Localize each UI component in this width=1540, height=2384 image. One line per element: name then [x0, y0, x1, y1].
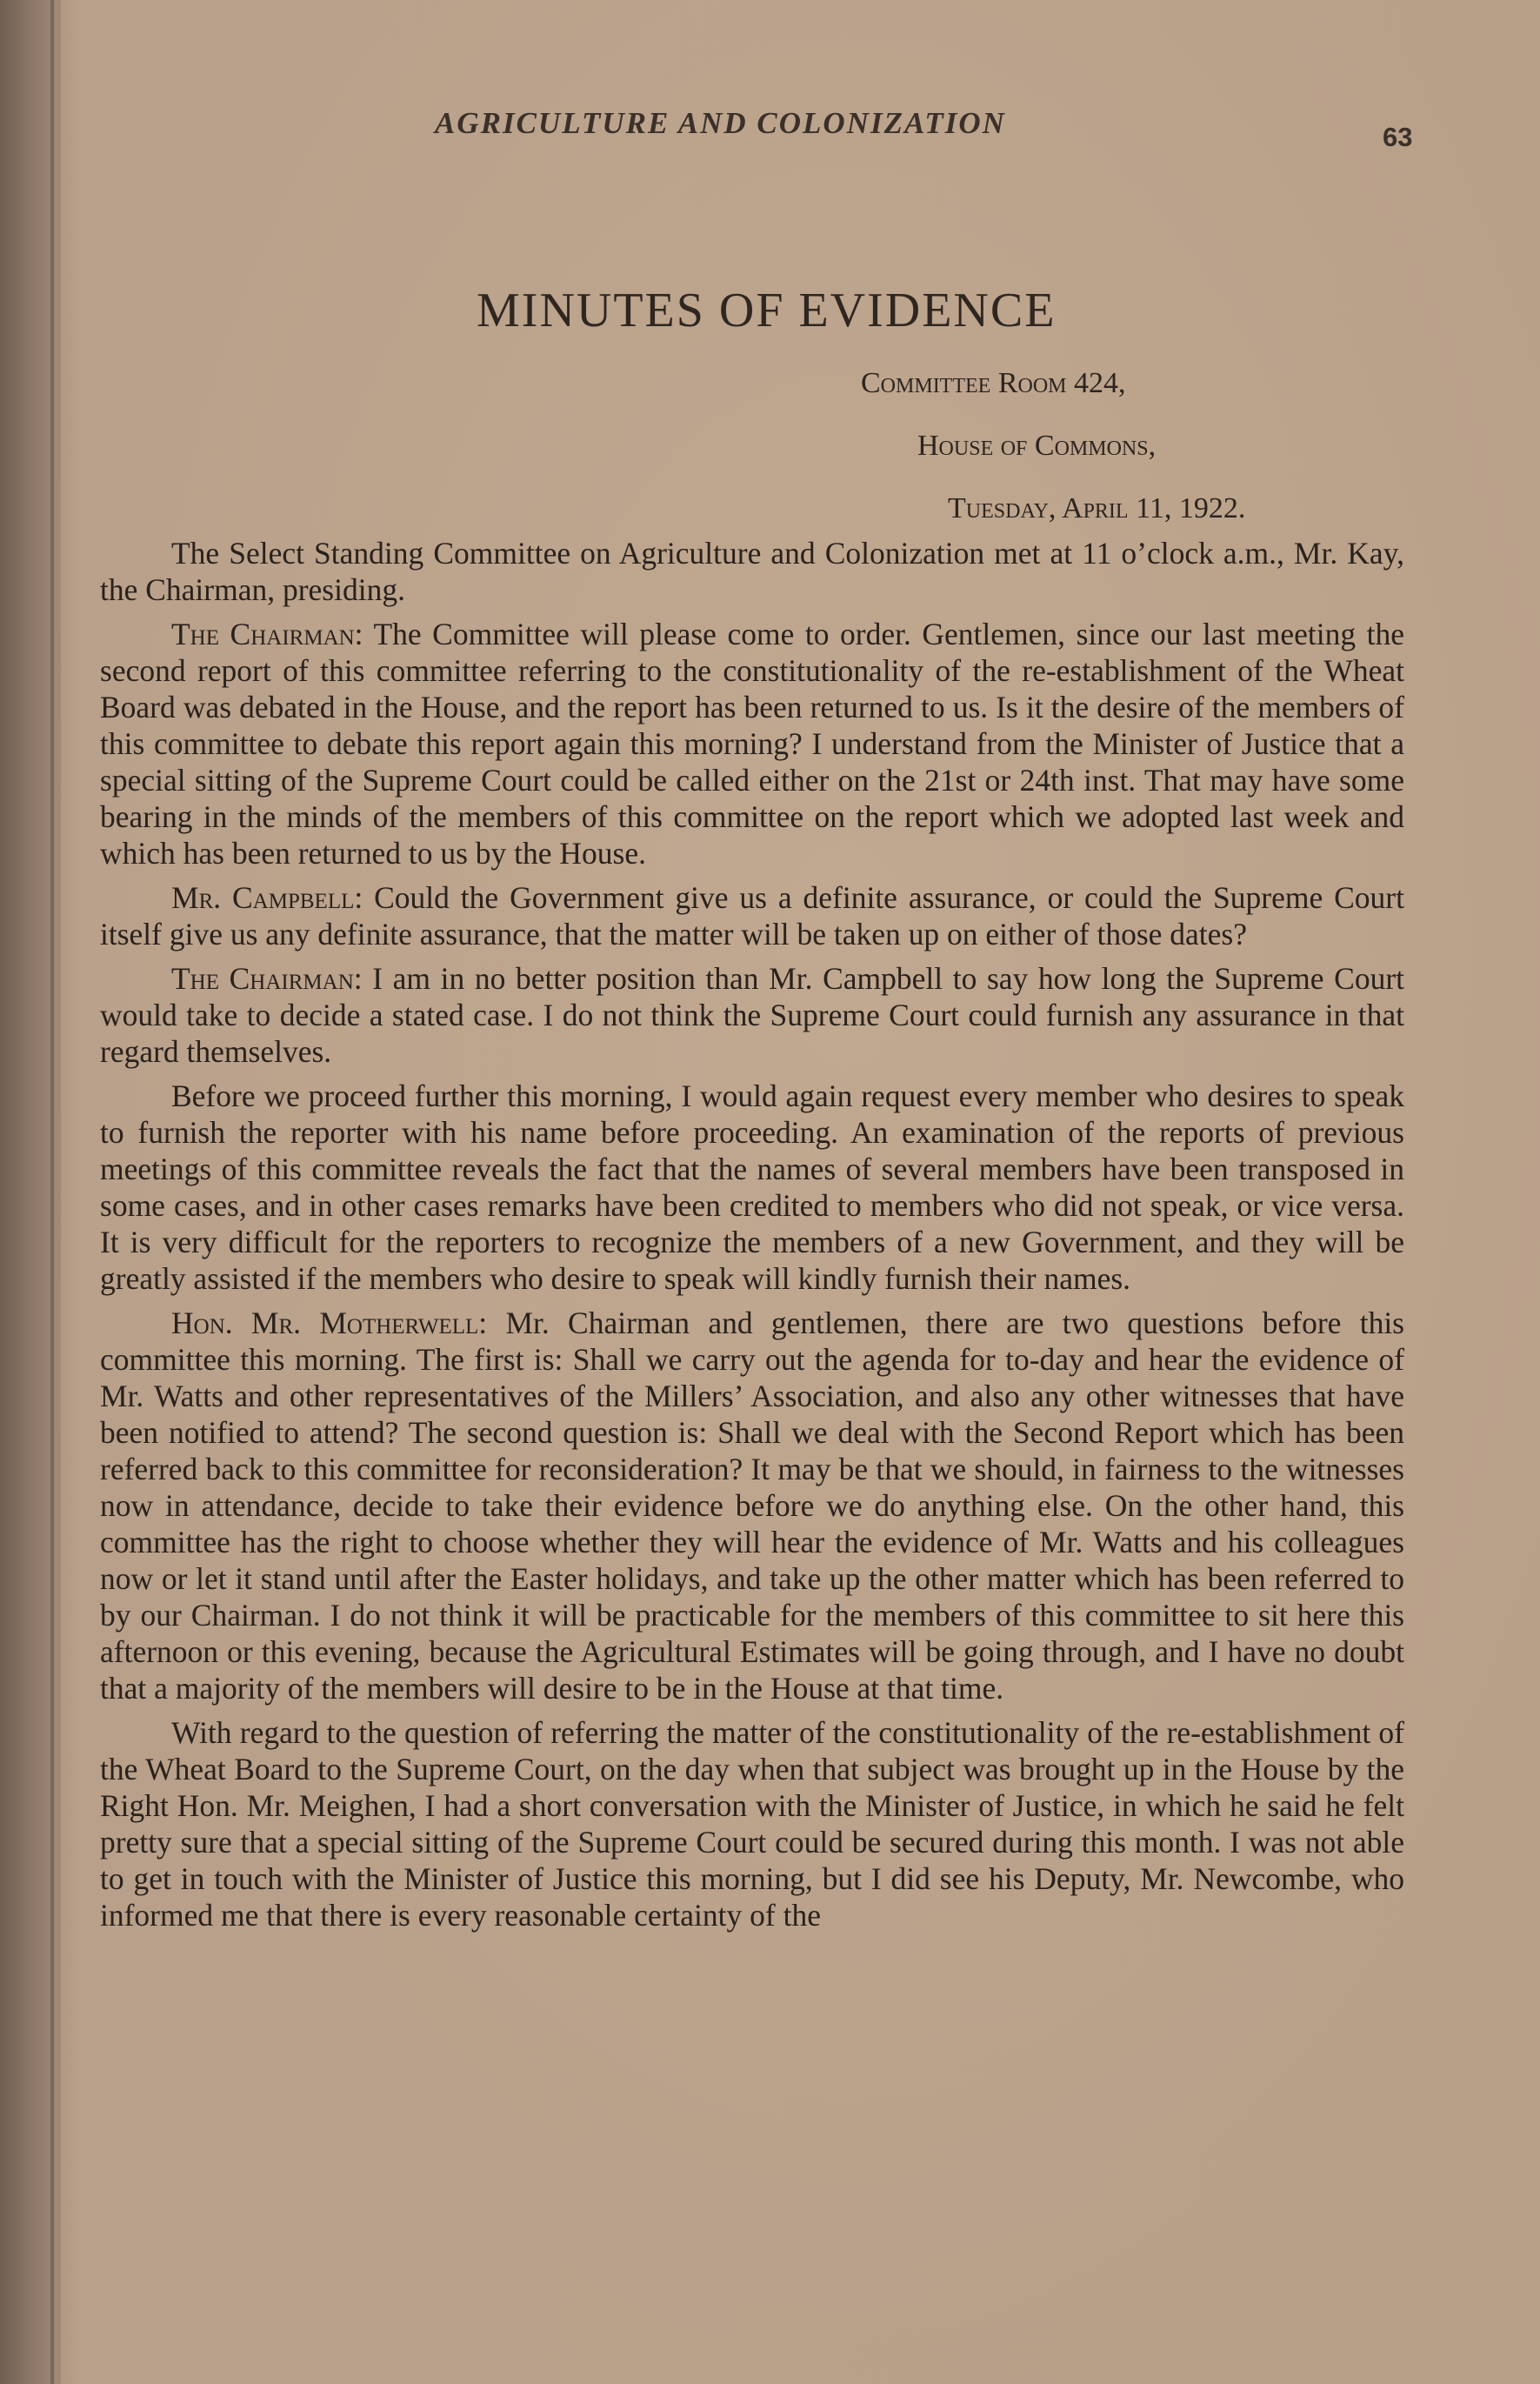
paragraph — [100, 616, 1404, 871]
running-head: AGRICULTURE AND COLONIZATION — [435, 106, 1006, 140]
binding-edge — [50, 0, 54, 2384]
paragraph — [100, 879, 1404, 952]
meeting-date: Tuesday, April 11, 1922. — [948, 492, 1246, 524]
paragraph-text: I am in no better position than Mr. Campbell to say how long the Supreme Court would take to decide a stated case. I do not think the Supreme Court could furnish any assurance in that regard themselves. — [100, 961, 1404, 1069]
location-room: Committee Room 424, — [861, 367, 1126, 399]
speaker-name: The Chairman: — [171, 617, 363, 651]
paragraph-text: With regard to the question of referring the matter of the constitutionality of the re-establishment of the Wheat Board to the Supreme Court, on the day when that subject was brought up in the House by the Right Hon. Mr. Meighen, I had a short conversation with the Minister of Justice, in which he said he felt pretty sure that a special sitting of the Supreme Court could be secured during this month. I was not able to get in touch with the Minister of Justice this morning, but I did see his Deputy, Mr. Newcombe, who informed me that there is every reasonable certainty of the — [100, 1715, 1404, 1933]
paragraph-text: The Committee will please come to order. Gentlemen, since our last meeting the second report of this committee referring to the constitutionality of the re-establishment of the Wheat Board was debated in the House, and the report has been returned to us. Is it the desire of the members of this committee to debate this report again this morning? I understand from the Minister of Justice that a special sitting of the Supreme Court could be called either on the 21st or 24th inst. That may have some bearing in the minds of the members of this committee on the report which we adopted last week and which has been returned to us by the House. — [100, 617, 1405, 871]
paragraph-text: Before we proceed further this morning, I would again request every member who desires to speak to furnish the reporter with his name before proceeding. An examination of the reports of previous meetings of this committee reveals the fact that the names of several members have been transposed in some cases, and in other cases remarks have been credited to members who did not speak, or vice versa. It is very difficult for the reporters to recognize the members of a new Government, and they will be greatly assisted if the members who desire to speak will kindly furnish their names. — [100, 1078, 1404, 1296]
page-number: 63 — [1383, 122, 1413, 152]
paragraph-text: Could the Government give us a definite assurance, or could the Supreme Court itself give us any definite assurance, that the matter will be taken up on either of those dates? — [100, 880, 1404, 952]
paragraph — [100, 1305, 1404, 1706]
page-title: MINUTES OF EVIDENCE — [477, 284, 1057, 337]
paragraph-text: The Select Standing Committee on Agriculture and Colonization met at 11 o’clock a.m., Mr. Kay, the Chairman, presiding. — [100, 536, 1404, 607]
speaker-name: Mr. Campbell: — [171, 880, 363, 915]
speaker-name: The Chairman: — [171, 961, 363, 996]
minutes-body — [100, 535, 1404, 1941]
paragraph-text: Mr. Chairman and gentlemen, there are two questions before this committee this morning. The first is: Shall we carry out the agenda for to-day and hear the evidence of Mr. Watts and other representatives of the Millers’ Association, and also any other witnesses that have been notified to attend? The second question is: Shall we deal with the Second Report which has been referred back to this committee for reconsideration? It may be that we should, in fairness to the witnesses now in attendance, decide to take their evidence before we do anything else. On the other hand, this committee has the right to choose whether they will hear the evidence of Mr. Watts and his colleagues now or let it stand until after the Easter holidays, and take up the other matter which has been referred to by our Chairman. I do not think it will be practicable for the members of this committee to sit here this afternoon or this evening, because the Agricultural Estimates will be going through, and I have no doubt that a majority of the members will desire to be in the House at that time. — [100, 1306, 1404, 1706]
paragraph — [100, 960, 1404, 1070]
paragraph — [100, 1714, 1404, 1933]
speaker-name: Hon. Mr. Motherwell: — [171, 1306, 488, 1340]
paragraph — [100, 535, 1404, 608]
location-house: House of Commons, — [917, 430, 1157, 462]
paragraph — [100, 1078, 1404, 1297]
